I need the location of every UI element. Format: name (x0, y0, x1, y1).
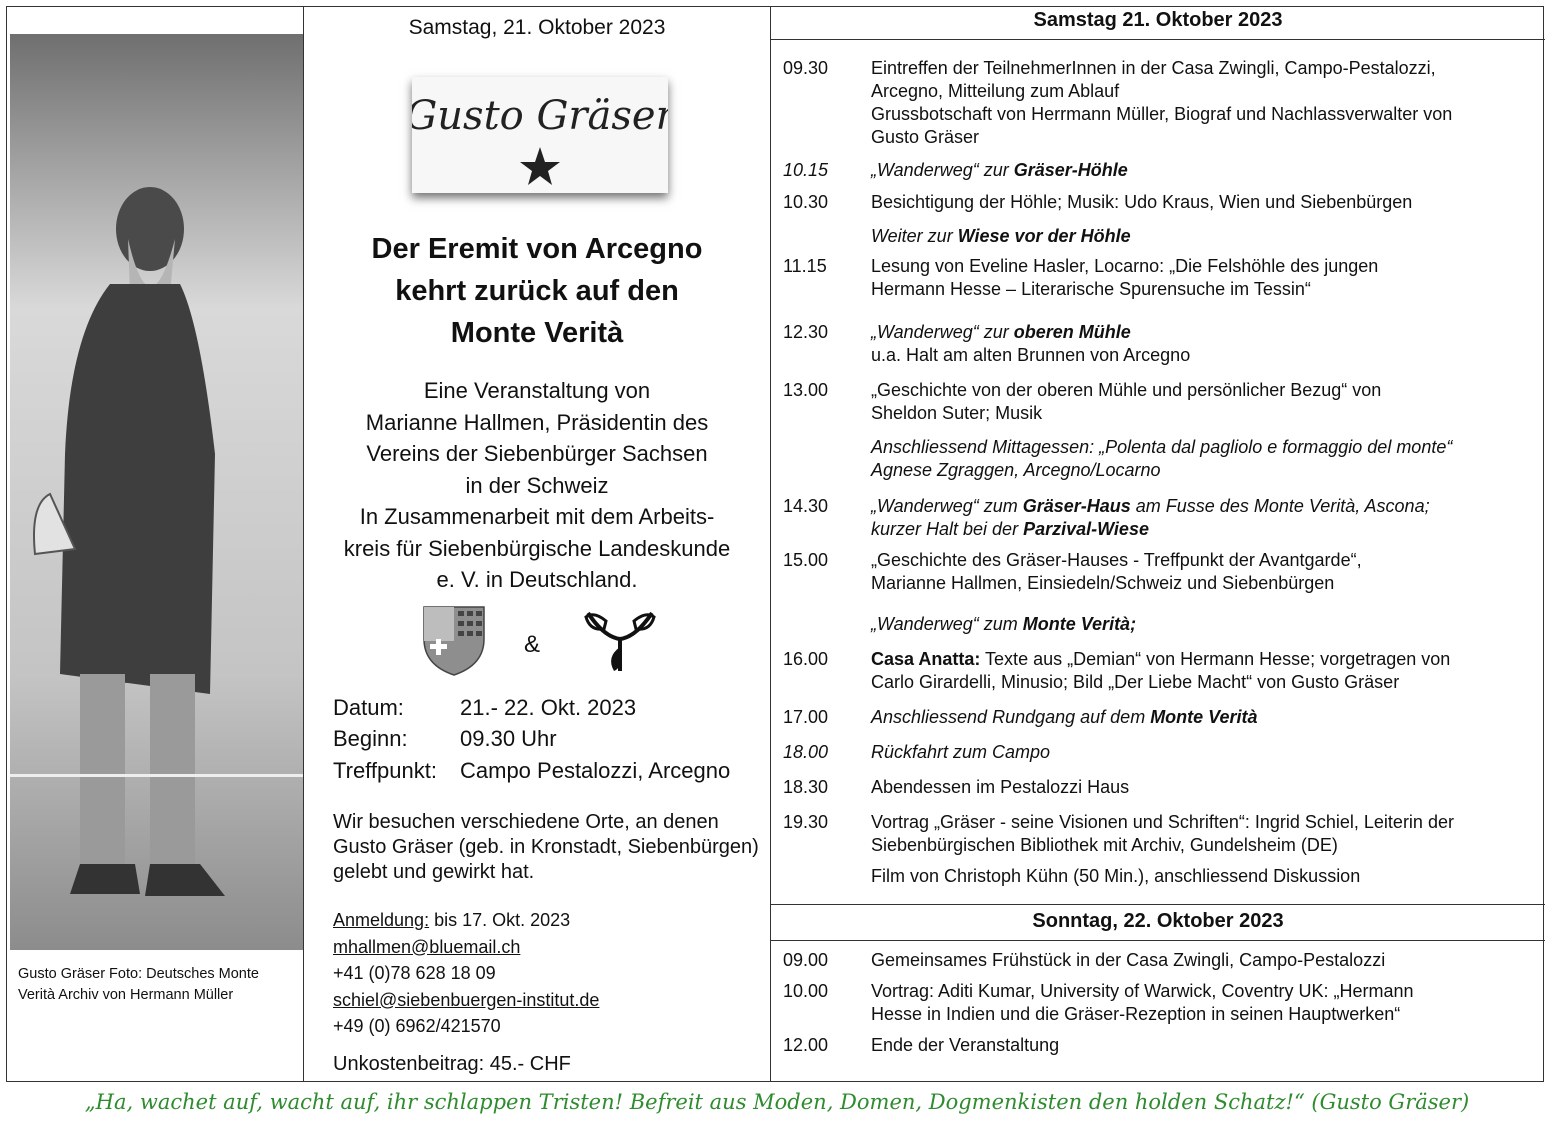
footer-quote: „Ha, wachet auf, wacht auf, ihr schlappen Tristen! Befreit aus Moden, Domen, Dogmenkisten den holden Schatz!“ (Gusto Gräser) (84, 1090, 1470, 1114)
line (871, 648, 1543, 671)
description (871, 495, 1543, 541)
line: Anschliessend Mittagessen: „Polenta dal pagliolo e formaggio del monte“ (871, 437, 1453, 457)
title-line: Monte Verità (450, 317, 624, 349)
place-name: Gräser-Haus (1022, 496, 1131, 516)
description (871, 225, 1543, 248)
organizer-line: Marianne Hallmen, Präsidentin des (365, 409, 709, 435)
email-link-schiel[interactable]: schiel@siebenbuergen-institut.de (333, 989, 600, 1010)
line: Gusto Gräser (871, 127, 980, 147)
line: Agnese Zgraggen, Arcegno/Locarno (871, 460, 1161, 480)
description (871, 549, 1543, 595)
description (871, 255, 1543, 301)
organizer-line: Vereins der Siebenbürger Sachsen (366, 441, 708, 466)
logo-row (304, 605, 770, 677)
organizer-line: In Zusammenarbeit mit dem Arbeits- (359, 504, 715, 529)
line: Hermann Hesse – Literarische Spurensuche im Tessin“ (871, 279, 1311, 299)
title-line: Der Eremit von Arcegno (371, 233, 703, 265)
ampersand: & (524, 631, 541, 658)
place-name: Monte Verità; (1022, 614, 1137, 634)
line: Grussbotschaft von Herrmann Müller, Biograf und Nachlassverwalter von (871, 104, 1453, 124)
leaf-emblem-icon (584, 607, 656, 675)
portrait-figure-illustration (10, 34, 303, 950)
description (871, 648, 1543, 694)
phone-hallmen: +41 (0)78 628 18 09 (333, 963, 496, 983)
description (871, 613, 1543, 636)
visit-description: Wir besuchen verschiedene Orte, an denen Gusto Gräser (geb. in Kronstadt, Siebenbürgen) gelebt und gewirkt hat. (333, 811, 759, 883)
time: 10.30 (783, 192, 829, 212)
coat-of-arms-icon (422, 605, 486, 677)
divider (771, 904, 1545, 905)
info-value: Campo Pestalozzi, Arcegno (460, 758, 731, 783)
description: Abendessen im Pestalozzi Haus (871, 777, 1130, 797)
registration-deadline: bis 17. Okt. 2023 (429, 910, 571, 930)
time: 10.00 (783, 981, 829, 1001)
title-line: kehrt zurück auf den (395, 275, 679, 307)
line (871, 518, 1543, 541)
description: Ende der Veranstaltung (871, 1035, 1060, 1055)
info-value: 21.- 22. Okt. 2023 (460, 695, 637, 720)
text: „Wanderweg“ zur (871, 322, 1014, 342)
line: „Geschichte von der oberen Mühle und persönlicher Bezug“ von (871, 380, 1382, 400)
fee-text: Unkostenbeitrag: 45.- CHF (333, 1053, 571, 1075)
text: „Wanderweg“ zum (871, 496, 1023, 516)
description (871, 436, 1543, 482)
line: Sheldon Suter; Musik (871, 403, 1043, 423)
line: u.a. Halt am alten Brunnen von Arcegno (871, 345, 1191, 365)
day1-header: Samstag 21. Oktober 2023 (1033, 9, 1283, 31)
place-name: Gräser-Höhle (1013, 160, 1128, 180)
date-header: Samstag, 21. Oktober 2023 (408, 16, 666, 39)
signature-text: Gusto Gräser (412, 93, 668, 139)
line: Arcegno, Mitteilung zum Ablauf (871, 81, 1120, 101)
line (871, 495, 1543, 518)
description: Film von Christoph Kühn (50 Min.), anschliessend Diskussion (871, 866, 1361, 886)
description (871, 980, 1543, 1026)
description (871, 159, 1543, 182)
description (871, 379, 1543, 425)
text: kurzer Halt bei der (871, 519, 1024, 539)
signature-image (412, 77, 668, 193)
time: 15.00 (783, 550, 829, 570)
time: 13.00 (783, 380, 829, 400)
time: 12.00 (783, 1035, 829, 1055)
place-name: Casa Anatta: (871, 649, 981, 669)
place-name: oberen Mühle (1013, 322, 1131, 342)
time: 09.30 (783, 58, 829, 78)
text: am Fusse des Monte Verità, Ascona; (1130, 496, 1430, 516)
description (871, 706, 1543, 729)
line: Lesung von Eveline Hasler, Locarno: „Die Felshöhle des jungen (871, 256, 1379, 276)
info-key: Treffpunkt: (333, 758, 437, 783)
text: Anschliessend Rundgang auf dem (871, 707, 1151, 727)
place-name: Parzival-Wiese (1023, 519, 1149, 539)
registration-line (333, 907, 599, 934)
time: 10.15 (783, 160, 829, 180)
contact-block (333, 907, 599, 1040)
time: 18.00 (783, 742, 829, 762)
line: Marianne Hallmen, Einsiedeln/Schweiz und Siebenbürgen (871, 573, 1335, 593)
signature-card (412, 77, 668, 193)
line: Hesse in Indien und die Gräser-Rezeption in seinen Hauptwerken“ (871, 1004, 1401, 1024)
text: „Wanderweg“ zum (871, 614, 1023, 634)
info-value: 09.30 Uhr (460, 726, 557, 751)
place-name: Monte Verità (1150, 707, 1258, 727)
time: 11.15 (783, 256, 827, 276)
organizer-line: e. V. in Deutschland. (436, 567, 638, 592)
description (871, 57, 1543, 149)
organizer-line: Eine Veranstaltung von (423, 378, 651, 403)
email-link-hallmen[interactable]: mhallmen@bluemail.ch (333, 936, 521, 957)
line: Vortrag „Gräser - seine Visionen und Schriften“: Ingrid Schiel, Leiterin der (871, 812, 1454, 832)
time: 12.30 (783, 322, 829, 342)
organizer-line: kreis für Siebenbürgische Landeskunde (343, 535, 731, 561)
organizer-text (304, 375, 770, 596)
line: Eintreffen der TeilnehmerInnen in der Casa Zwingli, Campo-Pestalozzi, (871, 58, 1436, 78)
place-name: Wiese vor der Höhle (957, 226, 1131, 246)
description (871, 811, 1543, 857)
line (871, 321, 1543, 344)
line: Siebenbürgischen Bibliothek mit Archiv, Gundelsheim (DE) (871, 835, 1338, 855)
line: Carlo Girardelli, Minusio; Bild „Der Liebe Macht“ von Gusto Gräser (871, 672, 1400, 692)
organizer-line: in der Schweiz (465, 472, 609, 498)
text: Texte aus „Demian“ von Hermann Hesse; vorgetragen von (980, 649, 1451, 669)
event-title (304, 228, 770, 354)
divider (771, 940, 1545, 941)
description (871, 321, 1543, 367)
time: 19.30 (783, 812, 829, 832)
time: 18.30 (783, 777, 829, 797)
time: 09.00 (783, 950, 829, 970)
time: 16.00 (783, 649, 829, 669)
divider (771, 39, 1545, 40)
description: Besichtigung der Höhle; Musik: Udo Kraus, Wien und Siebenbürgen (871, 192, 1413, 212)
description: Rückfahrt zum Campo (871, 742, 1051, 762)
photo-caption: Gusto Gräser Foto: Deutsches Monte Verità Archiv von Hermann Müller (18, 966, 259, 1003)
line: „Geschichte des Gräser-Hauses - Treffpunkt der Avantgarde“, (871, 550, 1362, 570)
time: 17.00 (783, 707, 829, 727)
registration-label: Anmeldung: (333, 910, 430, 930)
portrait-photo (10, 34, 303, 950)
info-key: Datum: (333, 695, 404, 720)
description: Gemeinsames Frühstück in der Casa Zwingli, Campo-Pestalozzi (871, 950, 1386, 970)
info-key: Beginn: (333, 726, 408, 751)
line: Vortrag: Aditi Kumar, University of Warwick, Coventry UK: „Hermann (871, 981, 1414, 1001)
time: 14.30 (783, 496, 829, 516)
text: „Wanderweg“ zur (871, 160, 1014, 180)
phone-schiel: +49 (0) 6962/421570 (333, 1016, 501, 1036)
star-icon (520, 147, 560, 185)
day2-header: Sonntag, 22. Oktober 2023 (1032, 910, 1284, 932)
text: Weiter zur (871, 226, 958, 246)
